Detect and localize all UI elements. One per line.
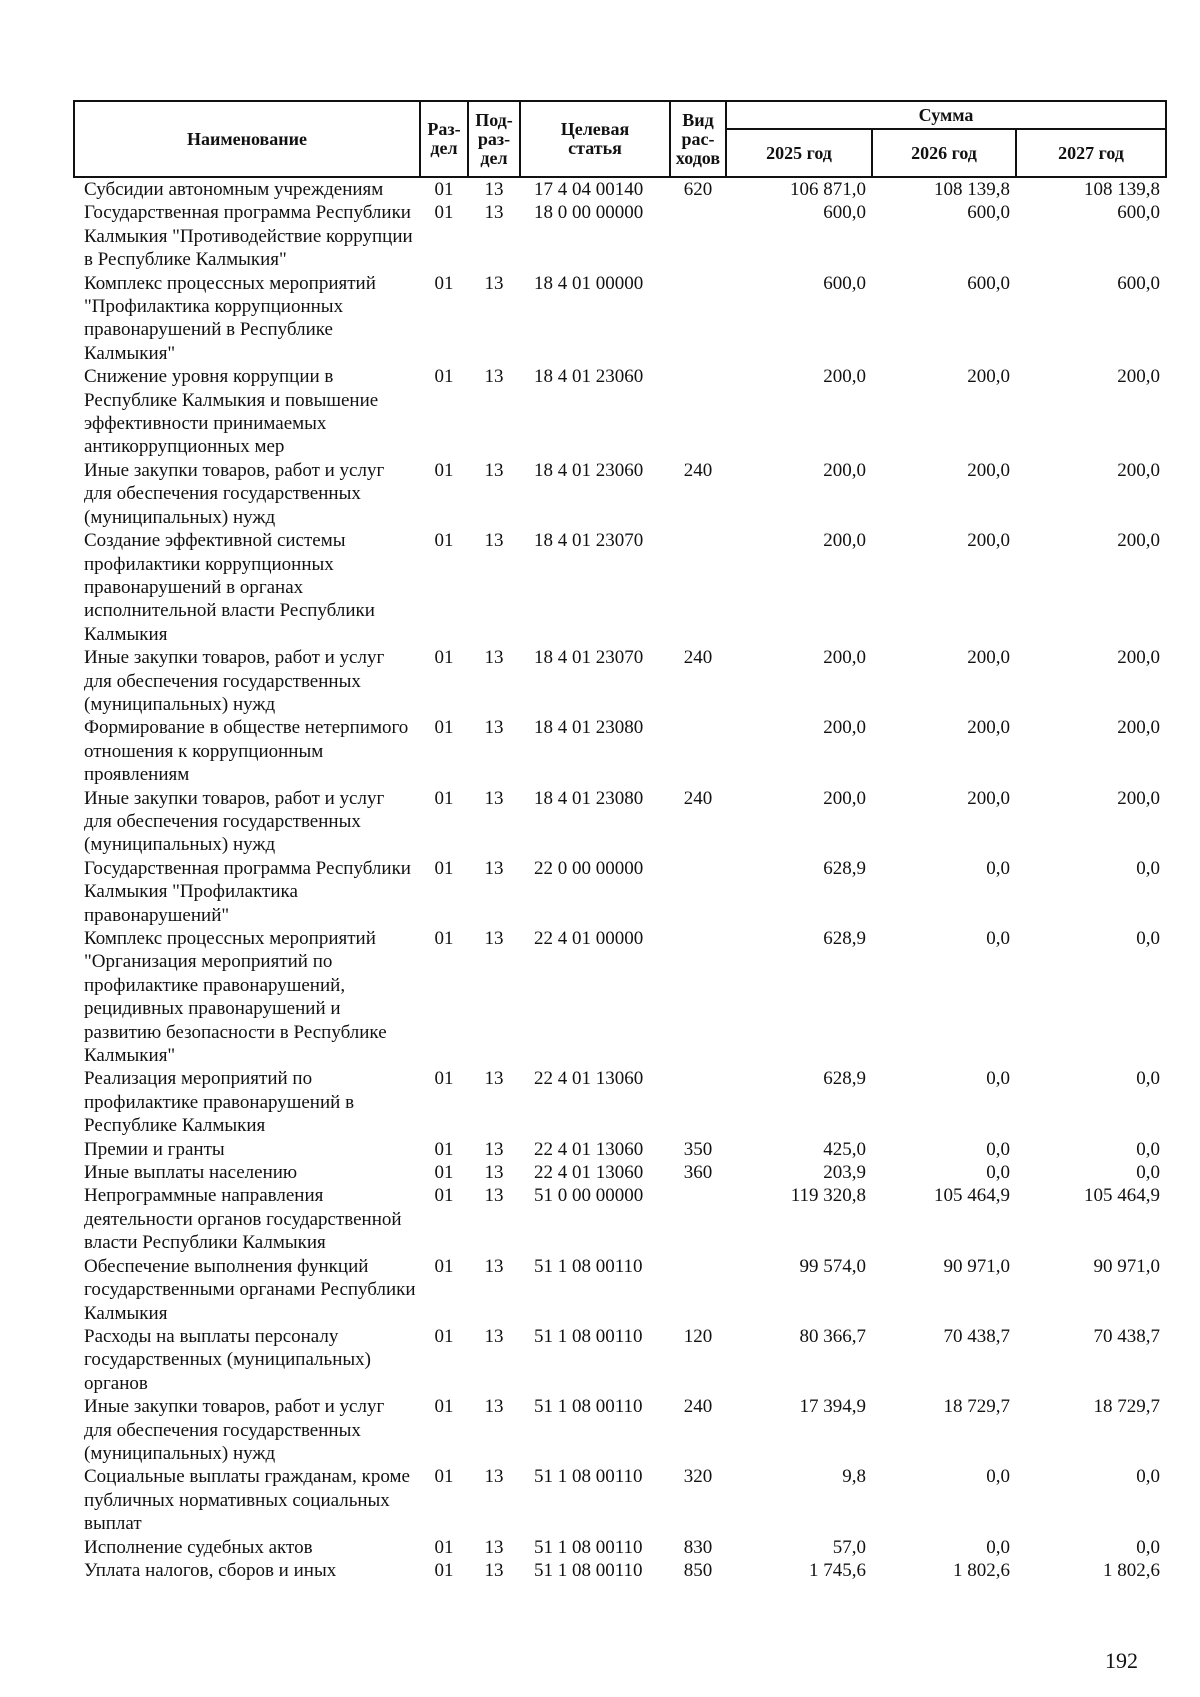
row-name: Государственная программа Республики Калмыкия "Профилактика правонарушений" bbox=[84, 857, 411, 926]
col-header-name: Наименование bbox=[74, 101, 420, 177]
row-sum-2026: 105 464,9 bbox=[934, 1185, 1010, 1207]
budget-table bbox=[73, 100, 1167, 1582]
row-podrazdel: 13 bbox=[484, 1255, 504, 1277]
row-podrazdel: 13 bbox=[484, 1466, 504, 1488]
row-code: 18 4 01 23070 bbox=[534, 530, 644, 552]
table-row bbox=[74, 1255, 1166, 1325]
row-vid bbox=[670, 529, 726, 646]
col-header-summa: Сумма bbox=[726, 101, 1166, 129]
row-sum-2025: 200,0 bbox=[823, 647, 866, 669]
row-sum-2026: 0,0 bbox=[986, 1162, 1010, 1184]
row-sum-2027: 0,0 bbox=[1136, 1068, 1160, 1090]
row-razdel: 01 bbox=[434, 1396, 454, 1418]
row-razdel: 01 bbox=[434, 202, 454, 224]
row-code: 17 4 04 00140 bbox=[534, 179, 644, 200]
row-sum-2026: 0,0 bbox=[986, 857, 1010, 879]
row-podrazdel: 13 bbox=[484, 202, 504, 224]
row-razdel: 01 bbox=[434, 179, 454, 200]
row-code: 51 1 08 00110 bbox=[534, 1325, 643, 1347]
row-sum-2027: 1 802,6 bbox=[1103, 1559, 1160, 1581]
row-vid: 320 bbox=[683, 1466, 713, 1488]
row-podrazdel: 13 bbox=[484, 1325, 504, 1347]
row-sum-2027: 200,0 bbox=[1117, 366, 1160, 388]
row-sum-2027: 105 464,9 bbox=[1084, 1185, 1160, 1207]
row-razdel: 01 bbox=[434, 459, 454, 481]
row-vid: 360 bbox=[683, 1162, 713, 1184]
row-razdel: 01 bbox=[434, 787, 454, 809]
row-sum-2027: 200,0 bbox=[1117, 459, 1160, 481]
row-vid bbox=[670, 927, 726, 1067]
row-sum-2025: 119 320,8 bbox=[790, 1185, 866, 1207]
row-code: 22 4 01 13060 bbox=[534, 1138, 644, 1160]
row-sum-2025: 200,0 bbox=[823, 717, 866, 739]
row-sum-2025: 80 366,7 bbox=[799, 1325, 866, 1347]
row-name: Субсидии автономным учреждениям bbox=[84, 179, 384, 200]
row-podrazdel: 13 bbox=[484, 647, 504, 669]
col-header-2027: 2027 год bbox=[1016, 129, 1166, 177]
row-name: Иные выплаты населению bbox=[84, 1162, 298, 1184]
row-sum-2026: 600,0 bbox=[967, 272, 1010, 294]
row-podrazdel: 13 bbox=[484, 1536, 504, 1558]
row-razdel: 01 bbox=[434, 717, 454, 739]
row-sum-2025: 200,0 bbox=[823, 366, 866, 388]
row-podrazdel: 13 bbox=[484, 272, 504, 294]
row-name: Снижение уровня коррупции в Республике Калмыкия и повышение эффективности принимаемых антикоррупционных мер bbox=[84, 366, 379, 458]
table-row bbox=[74, 787, 1166, 857]
table-row bbox=[74, 1067, 1166, 1137]
row-vid: 850 bbox=[683, 1559, 713, 1581]
row-sum-2027: 200,0 bbox=[1117, 717, 1160, 739]
table-row bbox=[74, 1184, 1166, 1254]
row-sum-2025: 1 745,6 bbox=[809, 1559, 866, 1581]
row-sum-2026: 0,0 bbox=[986, 1536, 1010, 1558]
row-sum-2027: 200,0 bbox=[1117, 647, 1160, 669]
table-row bbox=[74, 365, 1166, 459]
row-sum-2025: 200,0 bbox=[823, 787, 866, 809]
table-row bbox=[74, 272, 1166, 366]
row-code: 18 4 01 23080 bbox=[534, 717, 644, 739]
row-sum-2027: 0,0 bbox=[1136, 1162, 1160, 1184]
col-header-2026: 2026 год bbox=[872, 129, 1016, 177]
row-code: 51 1 08 00110 bbox=[534, 1396, 643, 1418]
table-row bbox=[74, 1395, 1166, 1465]
row-sum-2025: 203,9 bbox=[823, 1162, 866, 1184]
row-sum-2026: 200,0 bbox=[967, 459, 1010, 481]
row-sum-2027: 0,0 bbox=[1136, 1536, 1160, 1558]
row-sum-2025: 628,9 bbox=[823, 857, 866, 879]
table-row bbox=[74, 1138, 1166, 1161]
row-podrazdel: 13 bbox=[484, 366, 504, 388]
row-podrazdel: 13 bbox=[484, 717, 504, 739]
table-row bbox=[74, 857, 1166, 927]
row-podrazdel: 13 bbox=[484, 928, 504, 949]
table-row bbox=[74, 459, 1166, 529]
table-row bbox=[74, 1465, 1166, 1535]
row-razdel: 01 bbox=[434, 647, 454, 669]
row-vid: 620 bbox=[683, 179, 713, 200]
row-name: Комплекс процессных мероприятий "Организация мероприятий по профилактике правонарушений, рецидивных правонарушений и развитию безопасности в Республике Калмыкия" bbox=[84, 928, 387, 1067]
row-podrazdel: 13 bbox=[484, 179, 504, 200]
row-vid: 350 bbox=[683, 1138, 713, 1160]
row-razdel: 01 bbox=[434, 530, 454, 552]
row-sum-2027: 0,0 bbox=[1136, 928, 1160, 949]
row-razdel: 01 bbox=[434, 1068, 454, 1090]
row-code: 51 1 08 00110 bbox=[534, 1559, 643, 1581]
row-sum-2027: 600,0 bbox=[1117, 272, 1160, 294]
row-vid bbox=[670, 716, 726, 786]
row-sum-2025: 99 574,0 bbox=[799, 1255, 866, 1277]
row-name: Реализация мероприятий по профилактике правонарушений в Республике Калмыкия bbox=[84, 1068, 355, 1137]
table-row bbox=[74, 201, 1166, 271]
row-sum-2026: 0,0 bbox=[986, 1068, 1010, 1090]
row-sum-2026: 200,0 bbox=[967, 530, 1010, 552]
table-body bbox=[74, 177, 1166, 1582]
row-sum-2026: 200,0 bbox=[967, 366, 1010, 388]
row-code: 22 4 01 00000 bbox=[534, 928, 644, 949]
row-vid: 120 bbox=[683, 1325, 713, 1347]
row-name: Создание эффективной системы профилактики коррупционных правонарушений в органах исполнительной власти Республики Калмыкия bbox=[84, 530, 375, 645]
table-row bbox=[74, 177, 1166, 201]
row-sum-2025: 17 394,9 bbox=[799, 1396, 866, 1418]
row-code: 18 4 01 23070 bbox=[534, 647, 644, 669]
row-vid: 240 bbox=[683, 1396, 713, 1418]
col-header-2025: 2025 год bbox=[726, 129, 872, 177]
table-header bbox=[74, 101, 1166, 177]
row-sum-2027: 108 139,8 bbox=[1084, 179, 1160, 200]
row-vid bbox=[670, 272, 726, 366]
row-code: 18 4 01 00000 bbox=[534, 272, 644, 294]
row-sum-2026: 200,0 bbox=[967, 717, 1010, 739]
table-row bbox=[74, 927, 1166, 1067]
row-vid bbox=[670, 1067, 726, 1137]
row-code: 18 4 01 23060 bbox=[534, 366, 644, 388]
row-name: Исполнение судебных актов bbox=[84, 1536, 313, 1558]
col-header-podrazdel: Под- раз- дел bbox=[468, 101, 520, 177]
row-sum-2026: 200,0 bbox=[967, 787, 1010, 809]
row-podrazdel: 13 bbox=[484, 459, 504, 481]
row-name: Иные закупки товаров, работ и услуг для обеспечения государственных (муниципальных) нужд bbox=[84, 647, 385, 715]
row-code: 51 1 08 00110 bbox=[534, 1255, 643, 1277]
row-code: 18 4 01 23080 bbox=[534, 787, 644, 809]
row-name: Государственная программа Республики Калмыкия "Противодействие коррупции в Республике Калмыкия" bbox=[84, 202, 413, 271]
row-razdel: 01 bbox=[434, 1559, 454, 1581]
row-name: Комплекс процессных мероприятий "Профилактика коррупционных правонарушений в Республике Калмыкия" bbox=[84, 272, 376, 364]
row-name: Обеспечение выполнения функций государственными органами Республики Калмыкия bbox=[84, 1255, 416, 1324]
row-sum-2027: 18 729,7 bbox=[1093, 1396, 1160, 1418]
table-row bbox=[74, 529, 1166, 646]
row-vid bbox=[670, 857, 726, 927]
row-code: 22 0 00 00000 bbox=[534, 857, 644, 879]
row-podrazdel: 13 bbox=[484, 1068, 504, 1090]
row-sum-2027: 200,0 bbox=[1117, 530, 1160, 552]
table-row bbox=[74, 1559, 1166, 1582]
row-code: 18 0 00 00000 bbox=[534, 202, 644, 224]
row-podrazdel: 13 bbox=[484, 530, 504, 552]
row-name: Иные закупки товаров, работ и услуг для обеспечения государственных (муниципальных) нужд bbox=[84, 787, 385, 856]
row-code: 18 4 01 23060 bbox=[534, 459, 644, 481]
row-name: Премии и гранты bbox=[84, 1138, 225, 1160]
row-podrazdel: 13 bbox=[484, 1138, 504, 1160]
row-sum-2025: 200,0 bbox=[823, 530, 866, 552]
row-sum-2027: 70 438,7 bbox=[1093, 1325, 1160, 1347]
row-sum-2026: 0,0 bbox=[986, 1138, 1010, 1160]
row-sum-2025: 57,0 bbox=[832, 1536, 866, 1558]
row-vid: 240 bbox=[683, 459, 713, 481]
row-name: Непрограммные направления деятельности органов государственной власти Республики Калмыкия bbox=[84, 1185, 402, 1254]
row-sum-2025: 200,0 bbox=[823, 459, 866, 481]
row-sum-2026: 70 438,7 bbox=[943, 1325, 1010, 1347]
row-sum-2026: 108 139,8 bbox=[934, 179, 1010, 200]
row-name: Формирование в обществе нетерпимого отношения к коррупционным проявлениям bbox=[84, 717, 409, 786]
row-razdel: 01 bbox=[434, 1185, 454, 1207]
row-vid bbox=[670, 1184, 726, 1254]
row-razdel: 01 bbox=[434, 928, 454, 949]
row-sum-2026: 200,0 bbox=[967, 647, 1010, 669]
row-sum-2025: 425,0 bbox=[823, 1138, 866, 1160]
table-row bbox=[74, 646, 1166, 716]
row-name: Уплата налогов, сборов и иных bbox=[84, 1559, 337, 1581]
budget-table-page bbox=[73, 100, 1165, 1582]
row-podrazdel: 13 bbox=[484, 1559, 504, 1581]
col-header-celevaya: Целевая статья bbox=[520, 101, 670, 177]
row-sum-2025: 106 871,0 bbox=[790, 179, 866, 200]
row-vid bbox=[670, 365, 726, 459]
row-vid: 240 bbox=[683, 647, 713, 669]
row-vid bbox=[670, 1255, 726, 1325]
row-sum-2025: 600,0 bbox=[823, 202, 866, 224]
row-code: 22 4 01 13060 bbox=[534, 1068, 644, 1090]
table-row bbox=[74, 716, 1166, 786]
row-podrazdel: 13 bbox=[484, 1185, 504, 1207]
table-row bbox=[74, 1536, 1166, 1559]
row-sum-2025: 628,9 bbox=[823, 1068, 866, 1090]
row-podrazdel: 13 bbox=[484, 1162, 504, 1184]
row-razdel: 01 bbox=[434, 1162, 454, 1184]
row-podrazdel: 13 bbox=[484, 857, 504, 879]
row-sum-2026: 0,0 bbox=[986, 1466, 1010, 1488]
row-razdel: 01 bbox=[434, 1536, 454, 1558]
table-row bbox=[74, 1325, 1166, 1395]
row-podrazdel: 13 bbox=[484, 1396, 504, 1418]
row-sum-2027: 0,0 bbox=[1136, 1466, 1160, 1488]
row-sum-2026: 600,0 bbox=[967, 202, 1010, 224]
row-name: Расходы на выплаты персоналу государственных (муниципальных) органов bbox=[84, 1325, 371, 1394]
row-sum-2027: 90 971,0 bbox=[1093, 1255, 1160, 1277]
row-name: Иные закупки товаров, работ и услуг для обеспечения государственных (муниципальных) нужд bbox=[84, 1396, 385, 1464]
row-code: 51 0 00 00000 bbox=[534, 1185, 644, 1207]
row-sum-2026: 1 802,6 bbox=[953, 1559, 1010, 1581]
row-razdel: 01 bbox=[434, 1325, 454, 1347]
table-row bbox=[74, 1161, 1166, 1184]
row-sum-2027: 0,0 bbox=[1136, 1138, 1160, 1160]
row-sum-2025: 600,0 bbox=[823, 272, 866, 294]
row-code: 51 1 08 00110 bbox=[534, 1466, 643, 1488]
row-sum-2026: 0,0 bbox=[986, 928, 1010, 949]
row-name: Иные закупки товаров, работ и услуг для обеспечения государственных (муниципальных) нужд bbox=[84, 459, 385, 528]
row-vid: 830 bbox=[683, 1536, 713, 1558]
row-sum-2026: 90 971,0 bbox=[943, 1255, 1010, 1277]
col-header-vid: Вид рас- ходов bbox=[670, 101, 726, 177]
row-vid: 240 bbox=[683, 787, 713, 809]
row-code: 22 4 01 13060 bbox=[534, 1162, 644, 1184]
row-sum-2026: 18 729,7 bbox=[943, 1396, 1010, 1418]
page-number: 192 bbox=[1105, 1648, 1138, 1673]
col-header-razdel: Раз- дел bbox=[420, 101, 468, 177]
row-razdel: 01 bbox=[434, 272, 454, 294]
row-razdel: 01 bbox=[434, 366, 454, 388]
row-code: 51 1 08 00110 bbox=[534, 1536, 643, 1558]
row-vid bbox=[670, 201, 726, 271]
row-razdel: 01 bbox=[434, 857, 454, 879]
row-name: Социальные выплаты гражданам, кроме публичных нормативных социальных выплат bbox=[84, 1466, 410, 1535]
row-razdel: 01 bbox=[434, 1466, 454, 1488]
row-sum-2025: 9,8 bbox=[842, 1466, 866, 1488]
row-sum-2027: 0,0 bbox=[1136, 857, 1160, 879]
row-podrazdel: 13 bbox=[484, 787, 504, 809]
row-sum-2027: 200,0 bbox=[1117, 787, 1160, 809]
row-sum-2027: 600,0 bbox=[1117, 202, 1160, 224]
row-razdel: 01 bbox=[434, 1138, 454, 1160]
row-sum-2025: 628,9 bbox=[823, 928, 866, 949]
row-razdel: 01 bbox=[434, 1255, 454, 1277]
